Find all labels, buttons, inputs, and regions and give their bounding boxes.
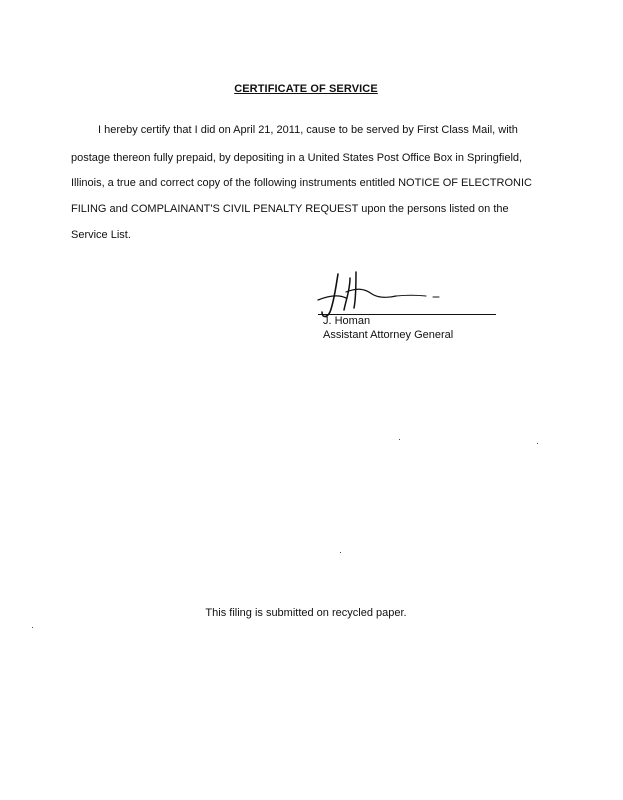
- scan-speck: [340, 552, 341, 553]
- scan-speck: [32, 627, 33, 628]
- scan-speck: [399, 439, 400, 440]
- body-line-2: postage thereon fully prepaid, by depositing in a United States Post Office Box in Springfield,: [71, 152, 523, 164]
- body-line-5: Service List.: [71, 229, 131, 241]
- signer-name: J. Homan: [323, 315, 371, 327]
- recycled-paper-note: This filing is submitted on recycled paper.: [205, 607, 407, 619]
- signer-title: Assistant Attorney General: [323, 329, 454, 341]
- body-line-3: Illinois, a true and correct copy of the following instruments entitled NOTICE OF ELECTRONIC: [71, 177, 532, 189]
- body-line-1: I hereby certify that I did on April 21, 2011, cause to be served by First Class Mail, with: [98, 124, 518, 136]
- scan-speck: [537, 443, 538, 444]
- document-heading: CERTIFICATE OF SERVICE: [234, 83, 378, 95]
- body-line-4: FILING and COMPLAINANT'S CIVIL PENALTY REQUEST upon the persons listed on the: [71, 203, 509, 215]
